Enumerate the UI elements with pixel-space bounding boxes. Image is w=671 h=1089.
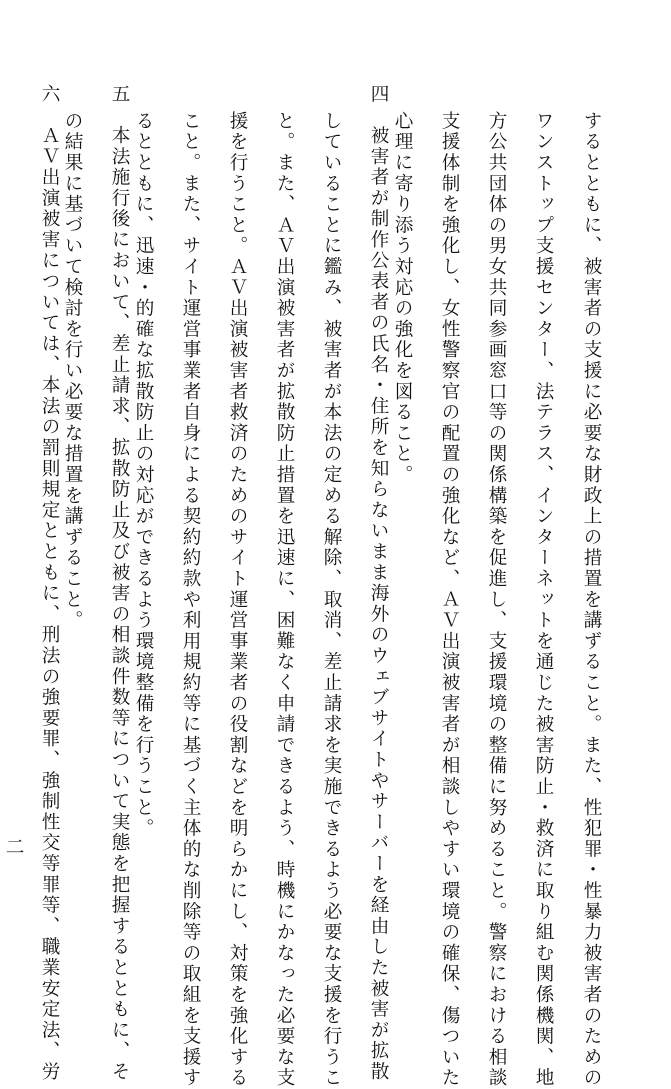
text-column: こと。また、サイト運営事業者自身による契約約款や利用規約等に基づく主体的な削除等の取組を支援す [180,111,201,1089]
text-column: と。また、ＡＶ出演被害者が拡散防止措置を迅速に、困難なく申請できるよう、時機にかなった必要な支 [274,111,295,1089]
text-column: 支援体制を強化し、女性警察官の配置の強化など、ＡＶ出演被害者が相談しやすい環境の確保、傷ついた [439,111,460,1089]
text-column: していることに鑑み、被害者が本法の定める解除、取消、差止請求を実施できるよう必要な支援を行うこ [321,111,342,1089]
text-column: 心理に寄り添う対応の強化を図ること。 [392,111,413,486]
text-column: の結果に基づいて検討を行い必要な措置を講ずること。 [62,111,83,631]
text-column: するとともに、被害者の支援に必要な財政上の措置を講ずること。また、性犯罪・性暴力被害者のための [581,111,602,1089]
item-heading-six: 六 ＡＶ出演被害については、本法の罰則規定とともに、刑法の強要罪、強制性交等罪等、職業安定法、労 [39,84,60,1083]
page-number: 二 [3,837,24,856]
text-column: 方公共団体の男女共同参画窓口等の関係構築を促進し、支援環境の整備に努めること。警察における相談 [486,111,507,1089]
text-column: 援を行うこと。ＡＶ出演被害者救済のためのサイト運営事業者の役割などを明らかにし、対策を強化する [227,111,248,1089]
item-heading-four: 四 被害者が制作公表者の氏名・住所を知らないまま海外のウェブサイトやサーバーを経由した被害が拡散 [368,84,389,1083]
text-column: るとともに、迅速・的確な拡散防止の対応ができるよう環境整備を行うこと。 [133,111,154,839]
text-column: ワンストップ支援センター、法テラス、インターネットを通じた被害防止・救済に取り組む関係機関、地 [533,111,554,1089]
item-heading-five: 五 本法施行後において、差止請求、拡散防止及び被害の相談件数等について実態を把握するとともに、そ [109,84,130,1083]
